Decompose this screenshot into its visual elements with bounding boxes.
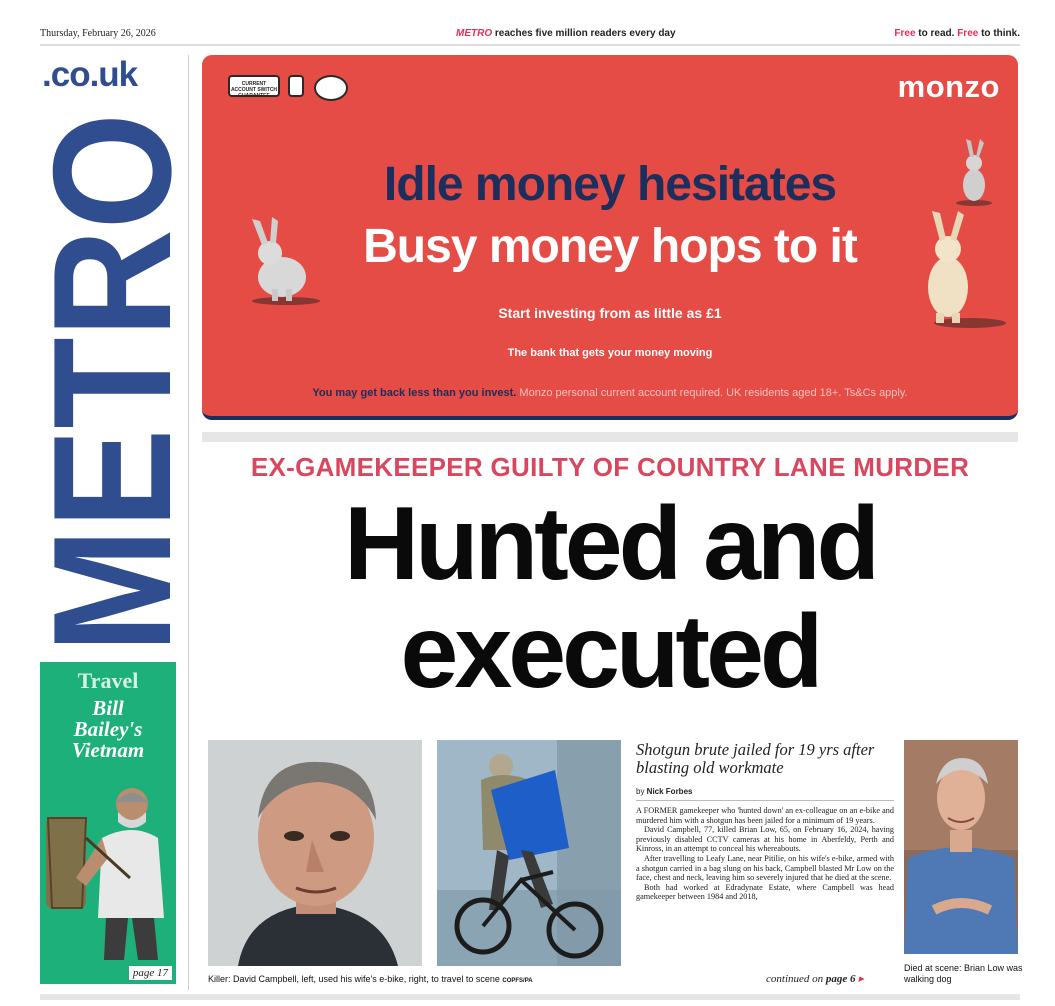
top-divider	[40, 44, 1020, 46]
ad-headline-2: Busy money hops to it	[363, 220, 857, 273]
travel-label: Travel	[77, 668, 139, 693]
ad-tagline: The bank that gets your money moving	[507, 347, 713, 359]
story-kicker: EX-GAMEKEEPER GUILTY OF COUNTRY LANE MURDER	[250, 452, 970, 482]
travel-page-ref: page 17	[129, 966, 172, 980]
switch-guarantee-badge: CURRENT ACCOUNT SWITCH GUARANTEE	[228, 75, 280, 97]
byline	[636, 787, 692, 796]
bottom-divider	[40, 994, 1020, 1000]
to-read-text: to read.	[915, 28, 958, 39]
free-word-1: Free	[894, 28, 916, 39]
travel-title-line-1: Bill	[92, 696, 124, 720]
story-rule	[636, 800, 894, 801]
travel-teaser[interactable]	[40, 662, 176, 984]
readership-brand: METRO	[456, 28, 493, 39]
ad-headline-1: Idle money hesitates	[383, 158, 837, 211]
masthead-title: METR	[38, 177, 178, 653]
story-paragraph: David Campbell, 77, killed Brian Low, 65, on February 16, 2024, having previously disabled CCTV cameras at his home in Aberfeldy, Perth and Kinross, in an attempt to conceal his whereabouts.	[636, 825, 894, 854]
continued-prefix: continued on	[766, 973, 826, 985]
column-divider	[188, 55, 189, 990]
travel-title-line-3: Vietnam	[71, 738, 145, 762]
ad-small-print	[202, 387, 1018, 399]
free-slogan	[894, 28, 1020, 39]
rabbit-left-illustration	[242, 215, 322, 305]
bill-bailey-photo	[46, 778, 172, 960]
standfirst: Shotgun brute jailed for 19 yrs after blasting old workmate	[636, 740, 875, 777]
readership-line	[456, 28, 676, 39]
advert-divider	[202, 432, 1018, 442]
free-word-2: Free	[957, 28, 979, 39]
story-paragraph: Both had worked at Edradynate Estate, where Campbell was head gamekeeper between 1984 and 2018,	[636, 882, 894, 902]
top-strip	[40, 26, 1020, 44]
masthead-logo	[38, 113, 178, 658]
award-badge	[314, 75, 348, 101]
photo-caption-left	[208, 974, 533, 984]
continued-page: page 6	[825, 973, 856, 985]
rabbit-top-right-illustration	[954, 137, 994, 207]
ad-terms: Monzo personal current account required. UK residents aged 18+. Ts&Cs apply.	[516, 387, 908, 399]
story-paragraph: A FORMER gamekeeper who 'hunted down' an ex-colleague on an e-bike and murdered him with a shotgun has been jailed for a minimum of 19 years.	[636, 806, 894, 825]
masthead-logo-graphic	[38, 113, 178, 658]
victim-photo	[904, 740, 1018, 954]
byline-author[interactable]: Nick Forbes	[646, 787, 693, 796]
mugshot-photo	[208, 740, 422, 966]
readership-text: reaches five million readers every day	[492, 28, 676, 39]
cctv-ebike-photo	[437, 740, 621, 966]
photo-caption-text: Killer: David Campbell, left, used his wife's e-bike, right, to travel to scene	[208, 974, 503, 984]
masthead-domain: .co.uk	[42, 55, 138, 94]
fscs-badge	[288, 75, 304, 97]
ad-risk-warning: You may get back less than you invest.	[312, 387, 517, 399]
travel-title	[40, 698, 176, 761]
monzo-advert[interactable]	[202, 55, 1018, 420]
headline-line-2: executed	[400, 594, 820, 710]
continued-link[interactable]	[766, 972, 864, 985]
rabbit-right-illustration	[918, 205, 1008, 330]
story-paragraph: After travelling to Leafy Lane, near Pitilie, on his wife's e-bike, armed with a shotgun carried in a bag slung on his back, Campbell blasted Mr Low on the face, chest and neck, leaving him so severely injured that he died at the scene.	[636, 853, 894, 883]
main-headline[interactable]	[202, 486, 1018, 710]
issue-date: Thursday, February 26, 2026	[40, 28, 156, 39]
headline-line-1: Hunted and	[344, 486, 876, 602]
masthead	[38, 55, 178, 660]
to-think-text: to think.	[978, 28, 1020, 39]
continue-arrow-icon: ▸	[858, 973, 864, 985]
ad-subheading: Start investing from as little as £1	[498, 305, 722, 321]
photo-credit: COPFS/PA	[502, 978, 533, 984]
byline-prefix: by	[636, 787, 647, 796]
travel-title-line-2: Bailey's	[73, 717, 143, 741]
story-body	[636, 806, 894, 902]
monzo-logo: monzo	[897, 69, 1000, 104]
photo-caption-right: Died at scene: Brian Low was walking dog	[904, 963, 1023, 984]
